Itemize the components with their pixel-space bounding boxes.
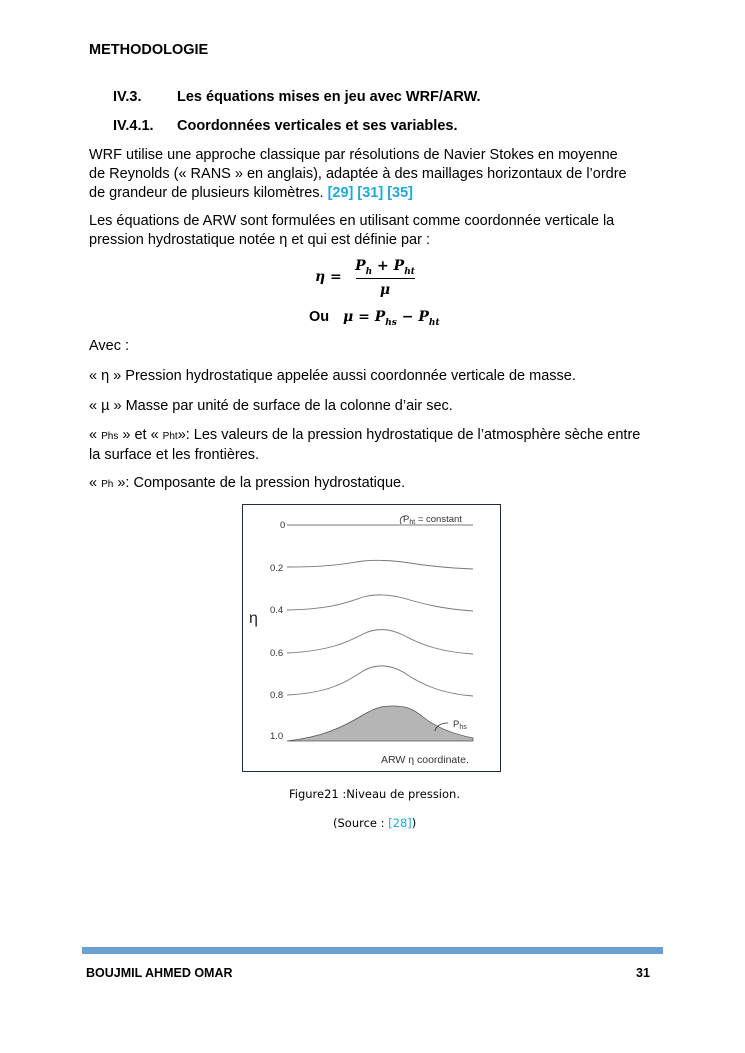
- footer-page-number: 31: [636, 966, 650, 980]
- paragraph-line: « Phs » et « Pht»: Les valeurs de la pression hydrostatique de l’atmosphère sèche entre: [89, 427, 641, 443]
- paragraph-line: [89, 184, 655, 203]
- equation-eta-lhs: η =: [315, 269, 342, 285]
- avec-label: Avec :: [89, 338, 130, 354]
- definition-phs-pht: [89, 426, 655, 465]
- eta-level-0.8: [287, 666, 473, 696]
- source-citation-link[interactable]: [28]: [388, 816, 412, 830]
- figure-arw-eta-coordinate: [242, 504, 501, 772]
- eta-level-0.6: [287, 630, 473, 654]
- paragraph-arw-equations: [89, 212, 655, 250]
- equation-eta-numerator: $P_h + P_{ht}$: [355, 258, 415, 277]
- level-label: 0.4: [270, 605, 284, 616]
- level-label: 0.2: [270, 563, 284, 574]
- phs-annotation: $P_{hs}$: [453, 719, 467, 731]
- section-number: IV.4.1.: [113, 118, 154, 134]
- level-label: 0: [280, 520, 286, 531]
- section-number: IV.3.: [113, 89, 142, 105]
- level-label: 1.0: [270, 731, 284, 742]
- definition-mu: « µ » Masse par unité de surface de la colonne d’air sec.: [89, 398, 453, 414]
- section-heading-iv3: [113, 89, 481, 105]
- equation-mu: $\mu = P_{hs} - P_{ht}$: [343, 309, 440, 328]
- page-header-title: METHODOLOGIE: [89, 42, 209, 58]
- paragraph-line: de Reynolds (« RANS » en anglais), adaptée à des maillages horizontaux de l’ordre: [89, 166, 627, 182]
- paragraph-wrf-intro: [89, 146, 655, 203]
- section-title: Coordonnées verticales et ses variables.: [177, 118, 458, 134]
- paragraph-line: WRF utilise une approche classique par résolutions de Navier Stokes en moyenne: [89, 147, 618, 163]
- level-label: 0.6: [270, 648, 284, 659]
- eta-level-0.4: [287, 595, 473, 611]
- section-title: Les équations mises en jeu avec WRF/ARW.: [177, 89, 481, 105]
- figure-source: (Source : [28]): [333, 816, 417, 830]
- paragraph-line: Les équations de ARW sont formulées en utilisant comme coordonnée verticale la: [89, 213, 615, 229]
- definition-ph: « Ph »: Composante de la pression hydrostatique.: [89, 475, 406, 491]
- equation-mu-prefix: Ou: [309, 309, 330, 325]
- paragraph-text: de grandeur de plusieurs kilomètres.: [89, 185, 324, 201]
- eta-coordinate-diagram: [243, 505, 499, 770]
- citation-links[interactable]: [29] [31] [35]: [327, 185, 413, 201]
- paragraph-line: la surface et les frontières.: [89, 447, 260, 463]
- pht-annotation: $P_{ht}$ = constant: [403, 514, 462, 526]
- figure-inner-caption: ARW η coordinate.: [381, 754, 469, 766]
- eta-level-0.2: [287, 560, 473, 569]
- level-label: 0.8: [270, 690, 284, 701]
- definition-eta: « η » Pression hydrostatique appelée aussi coordonnée verticale de masse.: [89, 368, 576, 384]
- equation-eta-denominator: μ: [379, 282, 391, 298]
- figure-caption: Figure21 :Niveau de pression.: [289, 787, 460, 801]
- footer-author: BOUJMIL AHMED OMAR: [86, 966, 233, 980]
- footer-rule: [82, 947, 663, 954]
- fraction-bar: [356, 278, 415, 279]
- section-heading-iv41: [113, 118, 457, 134]
- y-axis-label: η: [249, 610, 258, 627]
- paragraph-line: pression hydrostatique notée η et qui est définie par :: [89, 232, 430, 248]
